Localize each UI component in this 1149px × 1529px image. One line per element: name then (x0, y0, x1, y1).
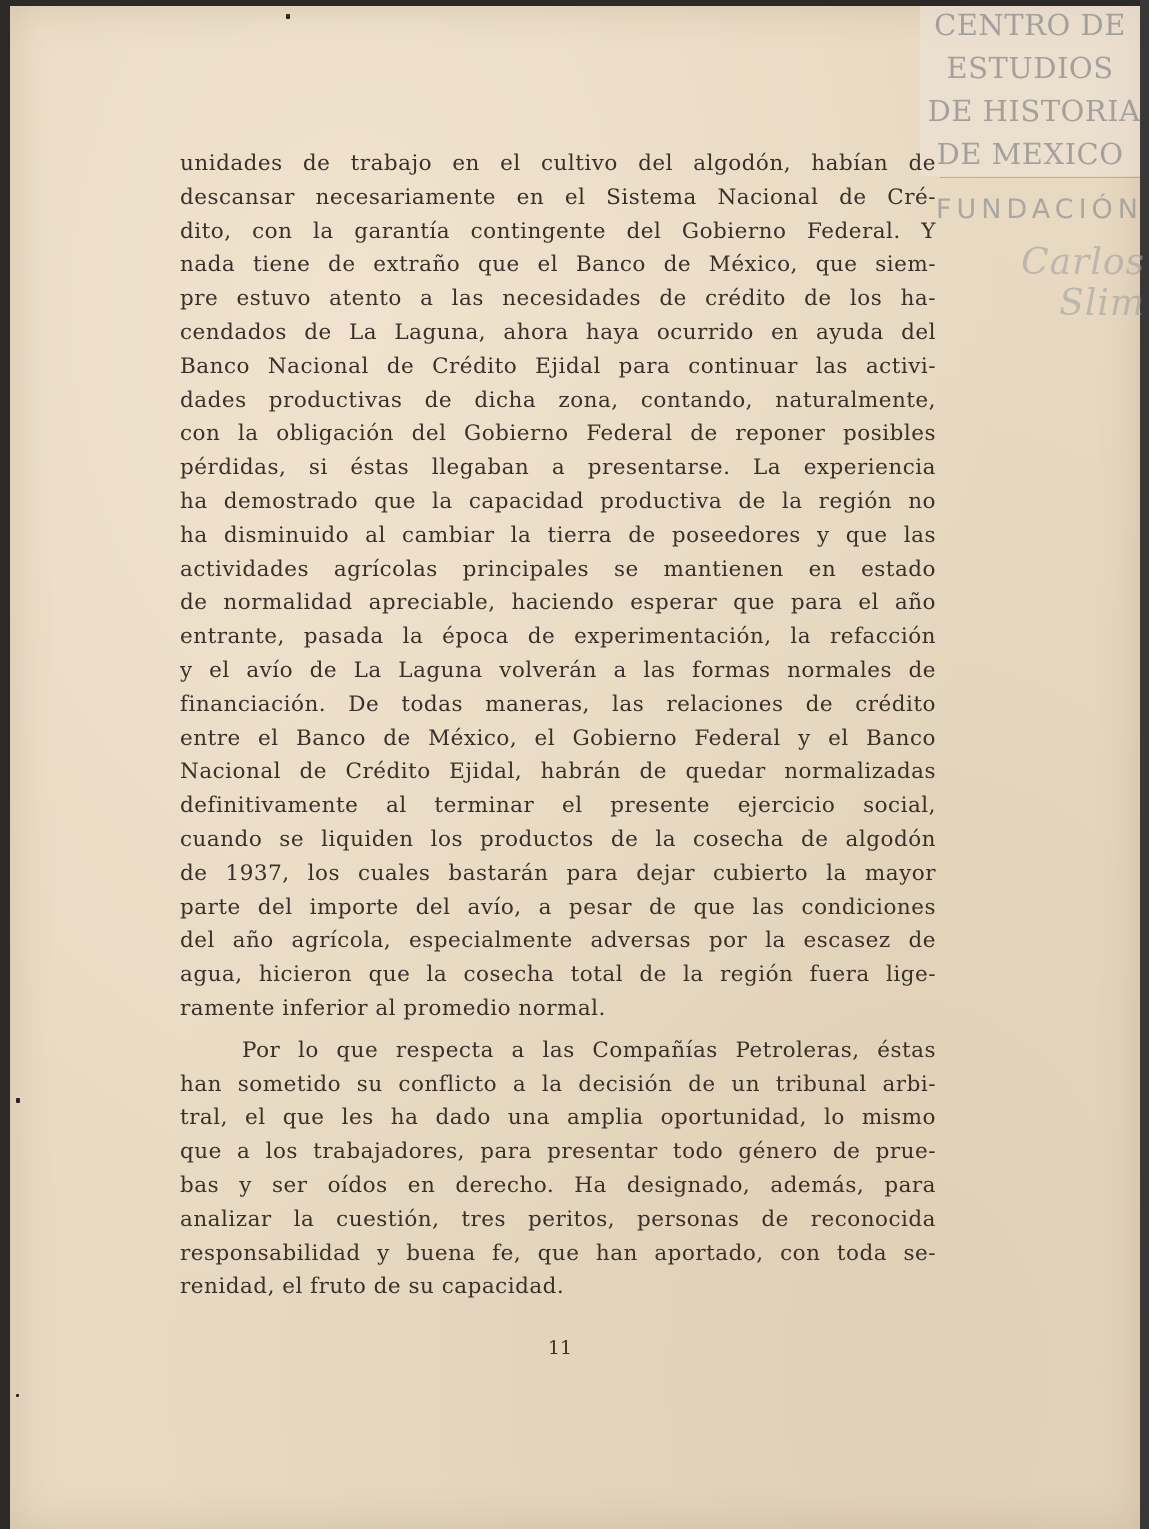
text-line: dades productivas de dicha zona, contando, naturalmente, (180, 387, 936, 413)
text-line: parte del importe del avío, a pesar de que las condiciones (180, 894, 936, 920)
body-text (180, 147, 936, 1304)
stamp-line-2: ESTUDIOS (946, 51, 1114, 85)
stamp-foundation: FUNDACIÓN (935, 194, 1143, 225)
text-line: ha disminuido al cambiar la tierra de poseedores y que las (180, 522, 936, 548)
text-line: y el avío de La Laguna volverán a las formas normales de (180, 657, 936, 683)
text-line: ha demostrado que la capacidad productiva de la región no (180, 488, 936, 514)
stamp-line-3: DE HISTORIA (927, 94, 1141, 128)
text-line: actividades agrícolas principales se mantienen en estado (180, 556, 936, 582)
text-line: bas y ser oídos en derecho. Ha designado, además, para (180, 1172, 936, 1198)
text-line: responsabilidad y buena fe, que han aportado, con toda se- (180, 1240, 936, 1266)
text-line: definitivamente al terminar el presente ejercicio social, (180, 793, 936, 819)
page-number: 11 (547, 1337, 573, 1359)
text-line: Nacional de Crédito Ejidal, habrán de quedar normalizadas (180, 759, 936, 785)
text-line: tral, el que les ha dado una amplia oportunidad, lo mismo (180, 1105, 936, 1131)
paragraph-1 (180, 147, 936, 1026)
speck-mark (16, 1394, 19, 1397)
archive-watermark-stamp (920, 6, 1145, 324)
stamp-line-4: DE MEXICO (936, 137, 1124, 171)
text-line: entre el Banco de México, el Gobierno Federal y el Banco (180, 725, 936, 751)
text-line: de normalidad apreciable, haciendo esperar que para el año (180, 590, 936, 616)
text-line: Banco Nacional de Crédito Ejidal para continuar las activi- (180, 353, 936, 379)
stamp-divider (940, 177, 1140, 178)
text-line: Por lo que respecta a las Compañías Petroleras, éstas (242, 1037, 936, 1063)
text-line: descansar necesariamente en el Sistema Nacional de Cré- (180, 184, 936, 210)
text-line: unidades de trabajo en el cultivo del algodón, habían de (180, 151, 936, 176)
text-line: nada tiene de extraño que el Banco de México, que siem- (180, 252, 936, 278)
stamp-signature: Carlos Slim (1021, 242, 1145, 324)
text-line: dito, con la garantía contingente del Gobierno Federal. Y (180, 218, 936, 244)
text-line: agua, hicieron que la cosecha total de la región fuera lige- (180, 962, 936, 988)
page-edge-shadow (1140, 0, 1149, 1529)
text-line: del año agrícola, especialmente adversas por la escasez de (180, 928, 936, 954)
text-line: pérdidas, si éstas llegaban a presentarse. La experiencia (180, 455, 936, 481)
text-line: renidad, el fruto de su capacidad. (180, 1274, 565, 1300)
text-line: cendados de La Laguna, ahora haya ocurrido en ayuda del (180, 319, 936, 345)
speck-mark (286, 14, 290, 19)
stamp-line-1: CENTRO DE (934, 8, 1126, 42)
text-line: han sometido su conflicto a la decisión de un tribunal arbi- (180, 1071, 936, 1097)
text-line: pre estuvo atento a las necesidades de crédito de los ha- (180, 286, 936, 312)
text-line: que a los trabajadores, para presentar todo género de prue- (180, 1139, 936, 1165)
text-line: con la obligación del Gobierno Federal de reponer posibles (180, 421, 936, 447)
paragraph-2 (180, 1034, 936, 1304)
text-line: ramente inferior al promedio normal. (180, 995, 606, 1021)
speck-mark (16, 1098, 20, 1103)
text-line: entrante, pasada la época de experimentación, la refacción (180, 624, 936, 650)
text-line: financiación. De todas maneras, las relaciones de crédito (180, 691, 936, 717)
text-line: cuando se liquiden los productos de la cosecha de algodón (180, 826, 936, 852)
text-line: de 1937, los cuales bastarán para dejar cubierto la mayor (180, 860, 936, 886)
text-line: analizar la cuestión, tres peritos, personas de reconocida (180, 1206, 936, 1232)
